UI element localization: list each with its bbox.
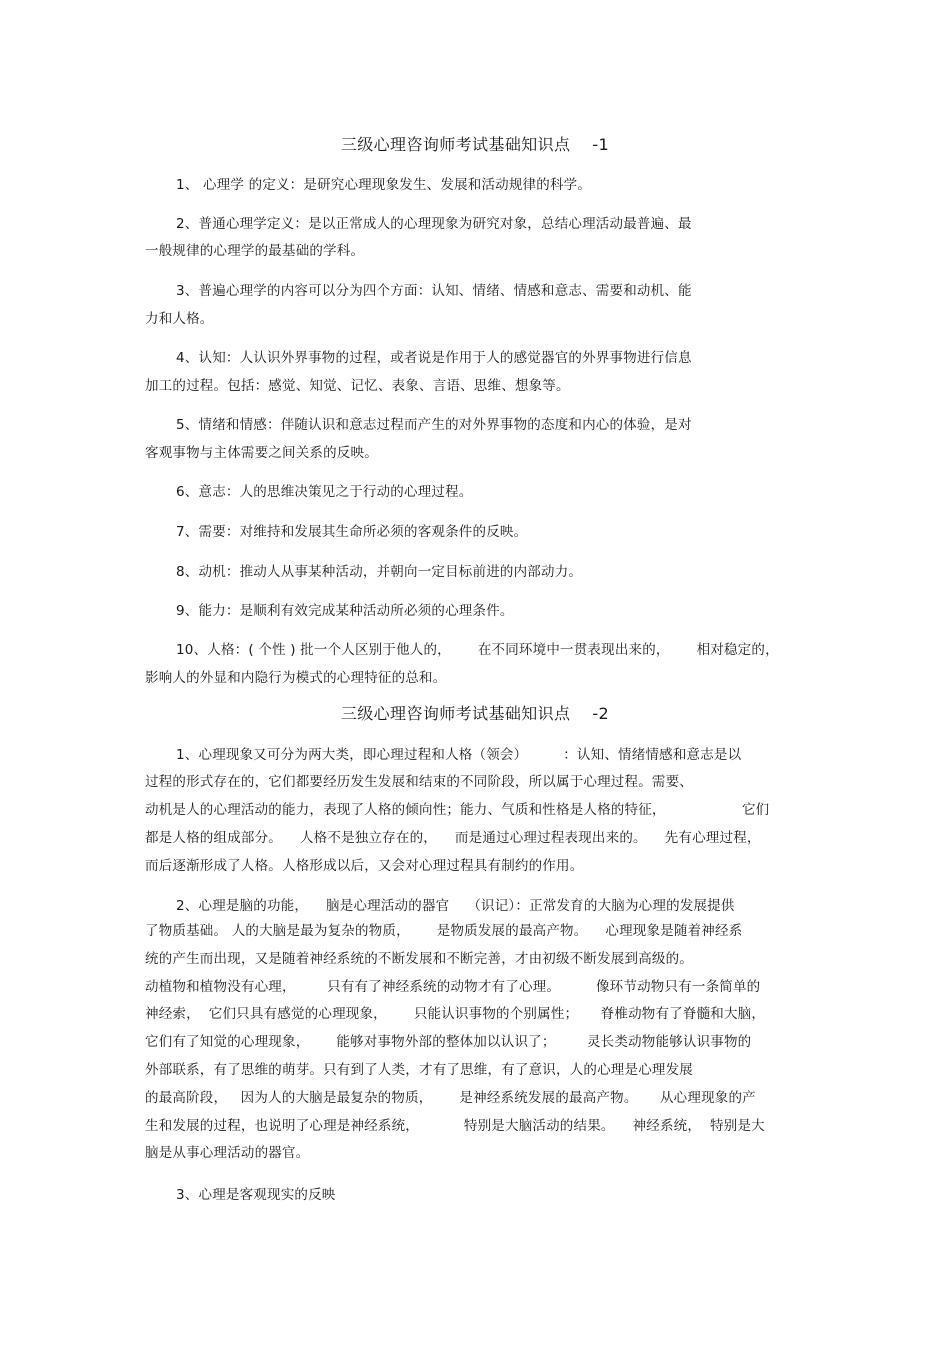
s2-item1-line1: 1、心理现象又可分为两大类，即心理过程和人格（领会） ：认知、情绪情感和意志是以 <box>176 747 742 763</box>
s1-item5-line1: 5、情绪和情感：伴随认识和意志过程而产生的对外界事物的态度和内心的体验，是对 <box>176 417 692 433</box>
s1-item10-line1: 10、人格：( 个性 ) 批一个人区别于他人的， 在不同环境中一贯表现出来的， 相对稳定的， <box>176 642 779 658</box>
s1-item1-line1: 1、 心理学 的定义：是研究心理现象发生、发展和活动规律的科学。 <box>176 177 592 193</box>
s1-item8-line1: 8、动机：推动人从事某种活动，并朝向一定目标前进的内部动力。 <box>176 564 583 580</box>
s2-item2-line1: 2、心理是脑的功能， 脑是心理活动的器官 （识记）：正常发育的大脑为心理的发展提供 <box>176 898 735 914</box>
s1-item2-line2: 一般规律的心理学的最基础的学科。 <box>145 243 365 259</box>
s2-item2-line8: 的最高阶段， 因为人的大脑是最复杂的物质， 是神经系统发展的最高产物。 从心理现象的产 <box>145 1090 756 1106</box>
s1-item2-line1: 2、普通心理学定义：是以正常成人的心理现象为研究对象，总结心理活动最普遍、最 <box>176 216 692 232</box>
s2-item2-line2: 了物质基础。 人的大脑是最为复杂的物质， 是物质发展的最高产物。 心理现象是随着神经系 <box>145 923 743 939</box>
s1-item3-line1: 3、普遍心理学的内容可以分为四个方面：认知、情绪、情感和意志、需要和动机、能 <box>176 283 692 299</box>
s2-item1-line3: 动机是人的心理活动的能力，表现了人格的倾向性；能力、气质和性格是人格的特征， 它们 <box>145 802 770 818</box>
s2-item3-line1: 3、心理是客观现实的反映 <box>176 1187 336 1203</box>
s2-item1-line2: 过程的形式存在的，它们都要经历发生发展和结束的不同阶段，所以属于心理过程。需要、 <box>145 774 693 790</box>
s2-item1-line5: 而后逐渐形成了人格。人格形成以后，又会对心理过程具有制约的作用。 <box>145 858 584 874</box>
s1-item4-line2: 加工的过程。包括：感觉、知觉、记忆、表象、言语、思维、想象等。 <box>145 378 570 394</box>
section2-title: 三级心理咨询师考试基础知识点 -2 <box>340 704 610 723</box>
s1-item3-line2: 力和人格。 <box>145 311 214 327</box>
s1-item10-line2: 影响人的外显和内隐行为模式的心理特征的总和。 <box>145 670 447 686</box>
s2-item2-line7: 外部联系，有了思维的萌芽。只有到了人类，才有了思维，有了意识，人的心理是心理发展 <box>145 1062 693 1078</box>
s1-item7-line1: 7、需要：对维持和发展其生命所必须的客观条件的反映。 <box>176 524 528 540</box>
s2-item2-line3: 统的产生而出现，又是随着神经系统的不断发展和不断完善，才由初级不断发展到高级的。 <box>145 951 693 967</box>
s1-item5-line2: 客观事物与主体需要之间关系的反映。 <box>145 445 378 461</box>
s2-item1-line4: 都是人格的组成部分。 人格不是独立存在的， 而是通过心理过程表现出来的。 先有心理过程， <box>145 830 761 846</box>
s2-item2-line5: 神经索， 它们只具有感觉的心理现象， 只能认识事物的个别属性； 脊椎动物有了脊髓和大脑， <box>145 1006 766 1022</box>
s1-item9-line1: 9、能力：是顺利有效完成某种活动所必须的心理条件。 <box>176 603 514 619</box>
s2-item2-line10: 脑是从事心理活动的器官。 <box>145 1145 310 1161</box>
s1-item4-line1: 4、认知：人认识外界事物的过程，或者说是作用于人的感觉器官的外界事物进行信息 <box>176 350 692 366</box>
section1-title: 三级心理咨询师考试基础知识点 -1 <box>340 135 610 154</box>
s2-item2-line4: 动植物和植物没有心理， 只有有了神经系统的动物才有了心理。 像环节动物只有一条简单的 <box>145 979 761 995</box>
s2-item2-line9: 生和发展的过程，也说明了心理是神经系统， 特别是大脑活动的结果。 神经系统， 特别是大 <box>145 1118 765 1134</box>
s1-item6-line1: 6、意志：人的思维决策见之于行动的心理过程。 <box>176 484 473 500</box>
s2-item2-line6: 它们有了知觉的心理现象， 能够对事物外部的整体加以认识了； 灵长类动物能够认识事物的 <box>145 1034 752 1050</box>
